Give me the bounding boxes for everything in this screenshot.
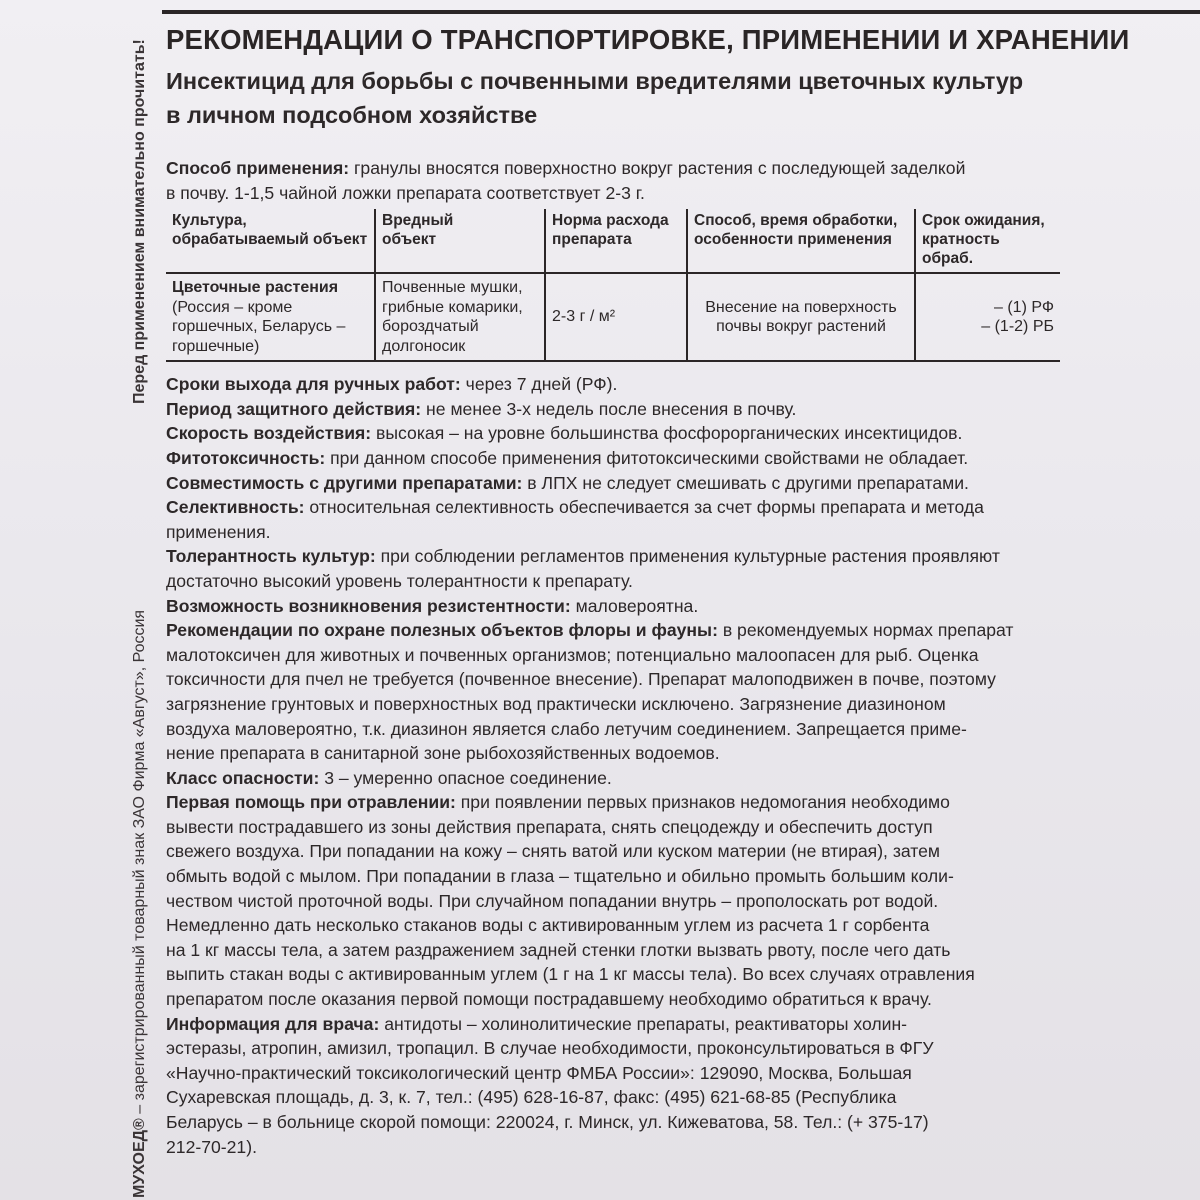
method-paragraph	[166, 156, 1200, 181]
header-method: Способ, время обработки, особенности применения	[687, 209, 915, 273]
info-paragraph	[166, 495, 1200, 520]
cell-pest: Почвенные мушки, грибные комарики, бороздчатый долгоносик	[375, 273, 545, 361]
info-paragraph-cont	[166, 520, 1200, 545]
info-text: маловероятна.	[570, 595, 699, 616]
side-warning: Перед применением внимательно прочитать!	[131, 39, 148, 404]
info-text: 212-70-21).	[166, 1136, 257, 1157]
subtitle-line-1: Инсектицид для борьбы с почвенными вредителями цветочных культур	[166, 68, 1024, 94]
info-text: эстеразы, атропин, амизил, тропацил. В случае необходимости, проконсультироваться в ФГУ	[166, 1038, 934, 1059]
info-label: Толерантность культур:	[166, 546, 376, 567]
header-wait: Срок ожидания, кратность обраб.	[915, 209, 1060, 273]
info-label: Период защитного действия:	[166, 398, 422, 419]
info-label: Скорость воздействия:	[166, 423, 372, 444]
info-paragraph-cont	[166, 864, 1200, 889]
method-text-1: гранулы вносятся поверхностно вокруг растения с последующей заделкой	[349, 158, 966, 178]
info-paragraph-cont	[166, 741, 1200, 766]
trademark-note: – зарегистрированный товарный знак ЗАО Фирма «Август», Россия	[131, 609, 148, 1119]
info-text: антидоты – холинолитические препараты, реактиваторы холин-	[379, 1013, 908, 1034]
header-culture: Культура, обрабатываемый объект	[166, 209, 375, 273]
info-label: Возможность возникновения резистентности:	[166, 595, 571, 616]
info-paragraph	[166, 766, 1200, 791]
info-text: обмыть водой с мылом. При попадании в глаза – тщательно и обильно промыть большим коли-	[166, 866, 954, 887]
info-text: «Научно-практический токсикологический центр ФМБА России»: 129090, Москва, Большая	[166, 1062, 912, 1083]
info-text: нение препарата в санитарной зоне рыбохозяйственных водоемов.	[166, 743, 720, 764]
info-text: токсичности для пчел не требуется (почвенное внесение). Препарат малоподвижен в почве, поэтому	[166, 669, 996, 690]
info-text: в ЛПХ не следует смешивать с другими препаратами.	[522, 472, 969, 493]
info-text: при данном способе применения фитотоксическими свойствами не обладает.	[325, 447, 969, 468]
info-paragraph	[166, 1012, 1200, 1037]
info-text: загрязнение грунтовых и поверхностных вод практически исключено. Загрязнение диазиноном	[166, 693, 946, 714]
info-text: Немедленно дать несколько стаканов воды с активированным углем из расчета 1 г сорбента	[166, 915, 930, 936]
cell-rate: 2-3 г / м²	[545, 273, 687, 361]
info-text: препаратом после оказания первой помощи пострадавшему необходимо обратиться к врачу.	[166, 989, 932, 1010]
info-text: Беларусь – в больнице скорой помощи: 220024, г. Минск, ул. Кижеватова, 58. Тел.: (+ 375-17)	[166, 1112, 929, 1132]
info-paragraph-cont	[166, 1085, 1200, 1110]
cell-method: Внесение на поверхность почвы вокруг растений	[687, 273, 915, 361]
info-text: малотоксичен для животных и почвенных организмов; потенциально малоопасен для рыб. Оценка	[166, 644, 979, 665]
subtitle	[166, 64, 1200, 132]
info-paragraph-cont	[166, 913, 1200, 938]
info-label: Рекомендации по охране полезных объектов флоры и фауны:	[166, 620, 718, 641]
info-text: Сухаревская площадь, д. 3, к. 7, тел.: (495) 628-16-87, факс: (495) 621-68-85 (Республика	[166, 1087, 897, 1108]
info-text: при появлении первых признаков недомогания необходимо	[455, 792, 950, 813]
info-paragraph-cont	[166, 962, 1200, 987]
info-paragraph	[166, 446, 1200, 471]
info-text: при соблюдении регламентов применения культурные растения проявляют	[375, 546, 1000, 567]
table-header-row	[166, 209, 1060, 273]
info-paragraph-cont	[166, 717, 1200, 742]
method-paragraph-cont: в почву. 1-1,5 чайной ложки препарата соответствует 2-3 г.	[166, 182, 645, 203]
info-paragraph-cont	[166, 1135, 1200, 1160]
info-paragraph	[166, 594, 1200, 619]
info-paragraph	[166, 421, 1200, 446]
info-paragraph	[166, 372, 1200, 397]
cell-wait: – (1) РФ – (1-2) РБ	[915, 273, 1060, 361]
info-label: Класс опасности:	[166, 767, 320, 788]
regulation-table	[166, 209, 1060, 362]
subtitle-line-2: в личном подсобном хозяйстве	[166, 102, 538, 128]
document-content	[166, 20, 1200, 1159]
info-label: Информация для врача:	[166, 1013, 380, 1034]
info-paragraph	[166, 397, 1200, 422]
info-paragraph	[166, 618, 1200, 643]
info-text: в рекомендуемых нормах препарат	[717, 620, 1014, 641]
info-text: через 7 дней (РФ).	[460, 374, 618, 395]
info-label: Первая помощь при отравлении:	[166, 792, 456, 813]
info-text: на 1 кг массы тела, а затем раздражением задней стенки глотки вызвать рвоту, после чего дать	[166, 939, 951, 960]
info-label: Селективность:	[166, 497, 305, 518]
info-paragraph-cont	[166, 569, 1200, 594]
info-text: не менее 3-х недель после внесения в почву.	[421, 398, 797, 419]
info-text: применения.	[166, 521, 271, 542]
method-label: Способ применения:	[166, 158, 350, 178]
info-text: выпить стакан воды с активированным углем (1 г на 1 кг массы тела). Во всех случаях отравления	[166, 964, 975, 985]
info-text: чеством чистой проточной воды. При случайном попадании внутрь – прополоскать рот водой.	[166, 890, 939, 911]
info-paragraph-cont	[166, 839, 1200, 864]
info-paragraph-cont	[166, 667, 1200, 692]
info-text: свежего воздуха. При попадании на кожу – снять ватой или куском материи (не втирая), затем	[166, 841, 941, 862]
info-text: вывести пострадавшего из зоны действия препарата, снять спецодежду и обеспечить доступ	[166, 816, 933, 837]
info-paragraph-cont	[166, 1036, 1200, 1061]
header-pest: Вредный объект	[375, 209, 545, 273]
info-text: относительная селективность обеспечивается за счет формы препарата и метода	[304, 497, 984, 518]
top-border-line	[162, 0, 1200, 14]
info-label: Совместимость с другими препаратами:	[166, 472, 523, 493]
info-paragraph-cont	[166, 889, 1200, 914]
header-rate: Норма расхода препарата	[545, 209, 687, 273]
info-label: Сроки выхода для ручных работ:	[166, 374, 461, 395]
cell-culture: Цветочные растения (Россия – кроме горшечных, Беларусь – горшечные)	[166, 273, 375, 361]
side-trademark	[131, 610, 149, 1198]
info-text: воздуха маловероятно, т.к. диазинон является слабо летучим соединением. Запрещается приме-	[166, 718, 967, 739]
info-label: Фитотоксичность:	[166, 447, 326, 468]
info-paragraph	[166, 790, 1200, 815]
brand-name: МУХОЕД®	[131, 1118, 148, 1198]
info-paragraph-cont	[166, 643, 1200, 668]
info-paragraph-cont	[166, 938, 1200, 963]
table-row	[166, 273, 1060, 361]
info-paragraph-cont	[166, 1061, 1200, 1086]
info-paragraph-cont	[166, 692, 1200, 717]
info-text: достаточно высокий уровень толерантности к препарату.	[166, 570, 633, 591]
info-paragraph-cont	[166, 987, 1200, 1012]
info-paragraph	[166, 544, 1200, 569]
info-text: высокая – на уровне большинства фосфорорганических инсектицидов.	[371, 423, 963, 444]
info-paragraph-cont	[166, 1110, 1200, 1135]
page-title: РЕКОМЕНДАЦИИ О ТРАНСПОРТИРОВКЕ, ПРИМЕНЕНИИ И ХРАНЕНИИ	[166, 24, 1130, 55]
info-paragraph-cont	[166, 815, 1200, 840]
info-paragraph	[166, 471, 1200, 496]
body-paragraphs	[166, 372, 1200, 1159]
info-text: 3 – умеренно опасное соединение.	[319, 767, 612, 788]
